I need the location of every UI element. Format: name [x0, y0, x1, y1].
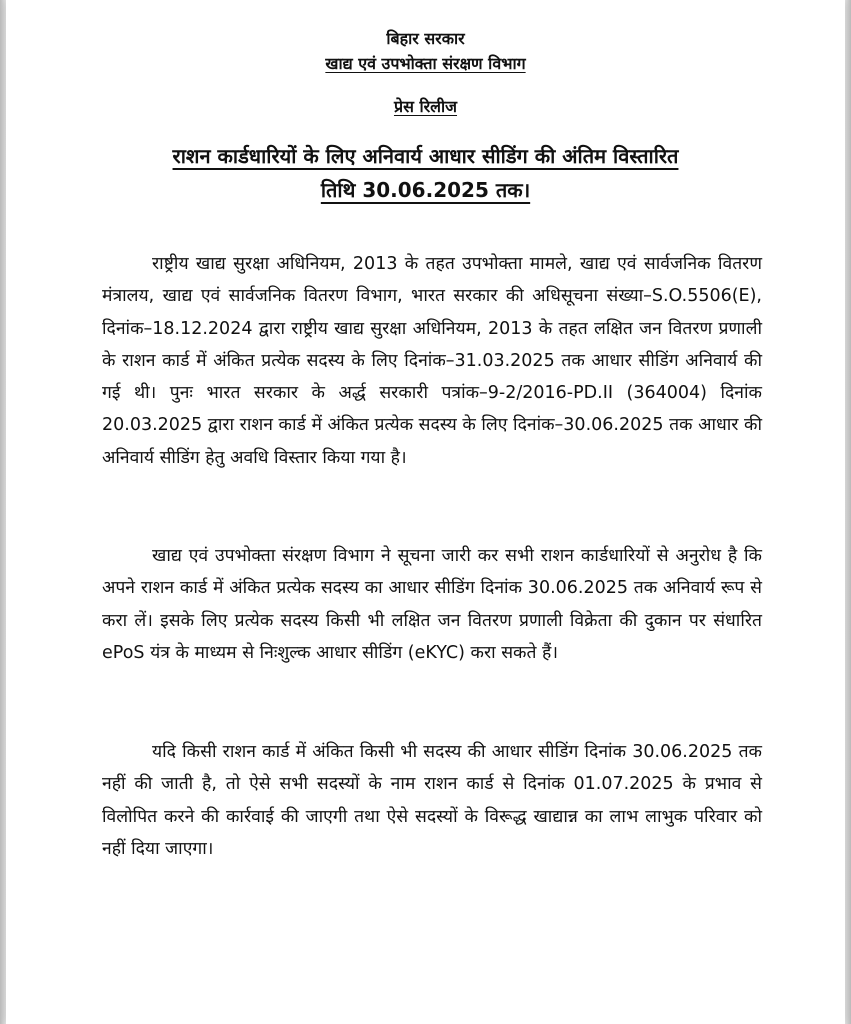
- release-type-heading: प्रेस रिलीज: [393, 97, 458, 116]
- subject-title-line-1: [6, 140, 845, 172]
- document-page: [6, 0, 845, 1024]
- body-paragraph-2: खाद्य एवं उपभोक्ता संरक्षण विभाग ने सूचना जारी कर सभी राशन कार्डधारियों से अनुरोध है कि अपने राशन कार्ड में अंकित प्रत्येक सदस्य का आधार सीडिंग दिनांक 30.06.2025 तक अनिवार्य रूप से करा लें। इसके लिए प्रत्येक सदस्य किसी भी लक्षित जन वितरण प्रणाली विक्रेता की दुकान पर संधारित ePoS यंत्र के माध्यम से निःशुल्क आधार सीडिंग (eKYC) करा सकते हैं।: [102, 546, 762, 663]
- page-edge-right: [845, 0, 851, 1024]
- body-paragraph-3: यदि किसी राशन कार्ड में अंकित किसी भी सदस्य की आधार सीडिंग दिनांक 30.06.2025 तक नहीं की जाती है, तो ऐसे सभी सदस्यों के नाम राशन कार्ड से दिनांक 01.07.2025 के प्रभाव से विलोपित करने की कार्रवाई की जाएगी तथा ऐसे सदस्यों के विरूद्ध खाद्यान्न का लाभ लाभुक परिवार को नहीं दिया जाएगा।: [102, 742, 762, 859]
- department-name: खाद्य एवं उपभोक्ता संरक्षण विभाग: [325, 54, 526, 73]
- subject-title-line-2-text: तिथि 30.06.2025 तक।: [320, 178, 531, 202]
- subject-title-line-2: [6, 174, 845, 206]
- subject-title-line-1-text: राशन कार्डधारियों के लिए अनिवार्य आधार सीडिंग की अंतिम विस्तारित: [172, 144, 679, 168]
- body-paragraph-1: राष्ट्रीय खाद्य सुरक्षा अधिनियम, 2013 के तहत उपभोक्ता मामले, खाद्य एवं सार्वजनिक वितरण मंत्रालय, खाद्य एवं सार्वजनिक वितरण विभाग, भारत सरकार की अधिसूचना संख्या–S.O.5506(E), दिनांक–18.12.2024 द्वारा राष्ट्रीय खाद्य सुरक्षा अधिनियम, 2013 के तहत लक्षित जन वितरण प्रणाली के राशन कार्ड में अंकित प्रत्येक सदस्य के लिए दिनांक–31.03.2025 तक आधार सीडिंग अनिवार्य की गई थी। पुनः भारत सरकार के अर्द्ध सरकारी पत्रांक–9-2/2016-PD.II (364004) दिनांक 20.03.2025 द्वारा राशन कार्ड में अंकित प्रत्येक सदस्य के लिए दिनांक–30.06.2025 तक आधार की अनिवार्य सीडिंग हेतु अवधि विस्तार किया गया है।: [102, 254, 762, 468]
- government-name: बिहार सरकार: [386, 29, 465, 48]
